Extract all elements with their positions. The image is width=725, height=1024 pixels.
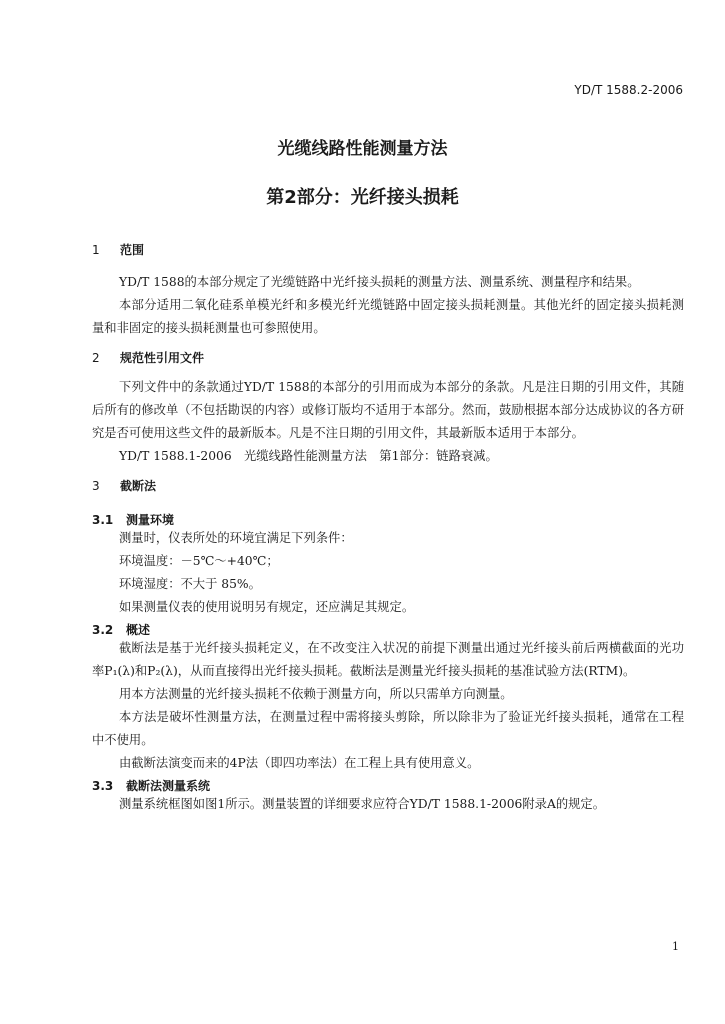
- paragraph: 环境湿度：不大于 85%。: [119, 577, 261, 591]
- paragraph: 本方法是破坏性测量方法，在测量过程中需将接头剪除，所以除非为了验证光纤接头损耗，通常在工程中不使用。: [92, 710, 684, 747]
- section-number: 3.2: [92, 623, 114, 637]
- paragraph: 截断法是基于光纤接头损耗定义，在不改变注入状况的前提下测量出通过光纤接头前后两横截面的光功率P₁(λ)和P₂(λ)，从而直接得出光纤接头损耗。截断法是测量光纤接头损耗的基准试验方法(RTM)。: [92, 641, 684, 678]
- section-1-body: [92, 271, 684, 340]
- paragraph: 如果测量仪表的使用说明另有规定，还应满足其规定。: [119, 600, 415, 614]
- document-title: 光缆线路性能测量方法: [277, 139, 448, 159]
- section-number: 3: [92, 479, 100, 493]
- section-title: 截断法测量系统: [126, 779, 211, 793]
- section-number: 1: [92, 243, 100, 257]
- paragraph: YD/T 1588.1-2006 光缆线路性能测量方法 第1部分：链路衰减。: [119, 449, 498, 463]
- standard-code: YD/T 1588.2-2006: [574, 83, 683, 97]
- section-1-heading: [92, 241, 144, 258]
- section-2-heading: [92, 349, 204, 366]
- paragraph: 测量系统框图如图1所示。测量装置的详细要求应符合YD/T 1588.1-2006附录A的规定。: [119, 797, 606, 811]
- section-title: 范围: [120, 243, 145, 257]
- section-3-3-heading: [92, 777, 210, 794]
- section-title: 概述: [126, 623, 151, 637]
- section-3-2-body: [92, 637, 684, 775]
- section-3-3-body: [92, 793, 684, 816]
- section-2-body: [92, 376, 684, 468]
- section-3-1-heading: [92, 511, 174, 528]
- section-number: 3.1: [92, 513, 114, 527]
- paragraph: 本部分适用二氧化硅系单模光纤和多模光纤光缆链路中固定接头损耗测量。其他光纤的固定接头损耗测量和非固定的接头损耗测量也可参照使用。: [92, 298, 684, 335]
- section-3-heading: [92, 477, 156, 494]
- section-title: 规范性引用文件: [120, 351, 205, 365]
- paragraph: 测量时，仪表所处的环境宜满足下列条件：: [119, 531, 353, 545]
- section-number: 2: [92, 351, 100, 365]
- section-title: 测量环境: [126, 513, 175, 527]
- paragraph: 用本方法测量的光纤接头损耗不依赖于测量方向，所以只需单方向测量。: [119, 687, 513, 701]
- section-3-2-heading: [92, 621, 150, 638]
- section-title: 截断法: [120, 479, 157, 493]
- page-number: 1: [672, 940, 679, 953]
- paragraph: 环境温度：－5℃～+40℃；: [119, 554, 279, 568]
- document-part-title: 第2部分：光纤接头损耗: [266, 187, 459, 208]
- paragraph: YD/T 1588的本部分规定了光缆链路中光纤接头损耗的测量方法、测量系统、测量程序和结果。: [119, 275, 640, 289]
- section-3-1-body: [92, 527, 684, 619]
- paragraph: 由截断法演变而来的4P法（即四功率法）在工程上具有使用意义。: [119, 756, 480, 770]
- section-number: 3.3: [92, 779, 114, 793]
- paragraph: 下列文件中的条款通过YD/T 1588的本部分的引用而成为本部分的条款。凡是注日期的引用文件，其随后所有的修改单（不包括勘误的内容）或修订版均不适用于本部分。然而，鼓励根据本部分达成协议的各方研究是否可使用这些文件的最新版本。凡是不注日期的引用文件，其最新版本适用于本部分。: [92, 380, 684, 440]
